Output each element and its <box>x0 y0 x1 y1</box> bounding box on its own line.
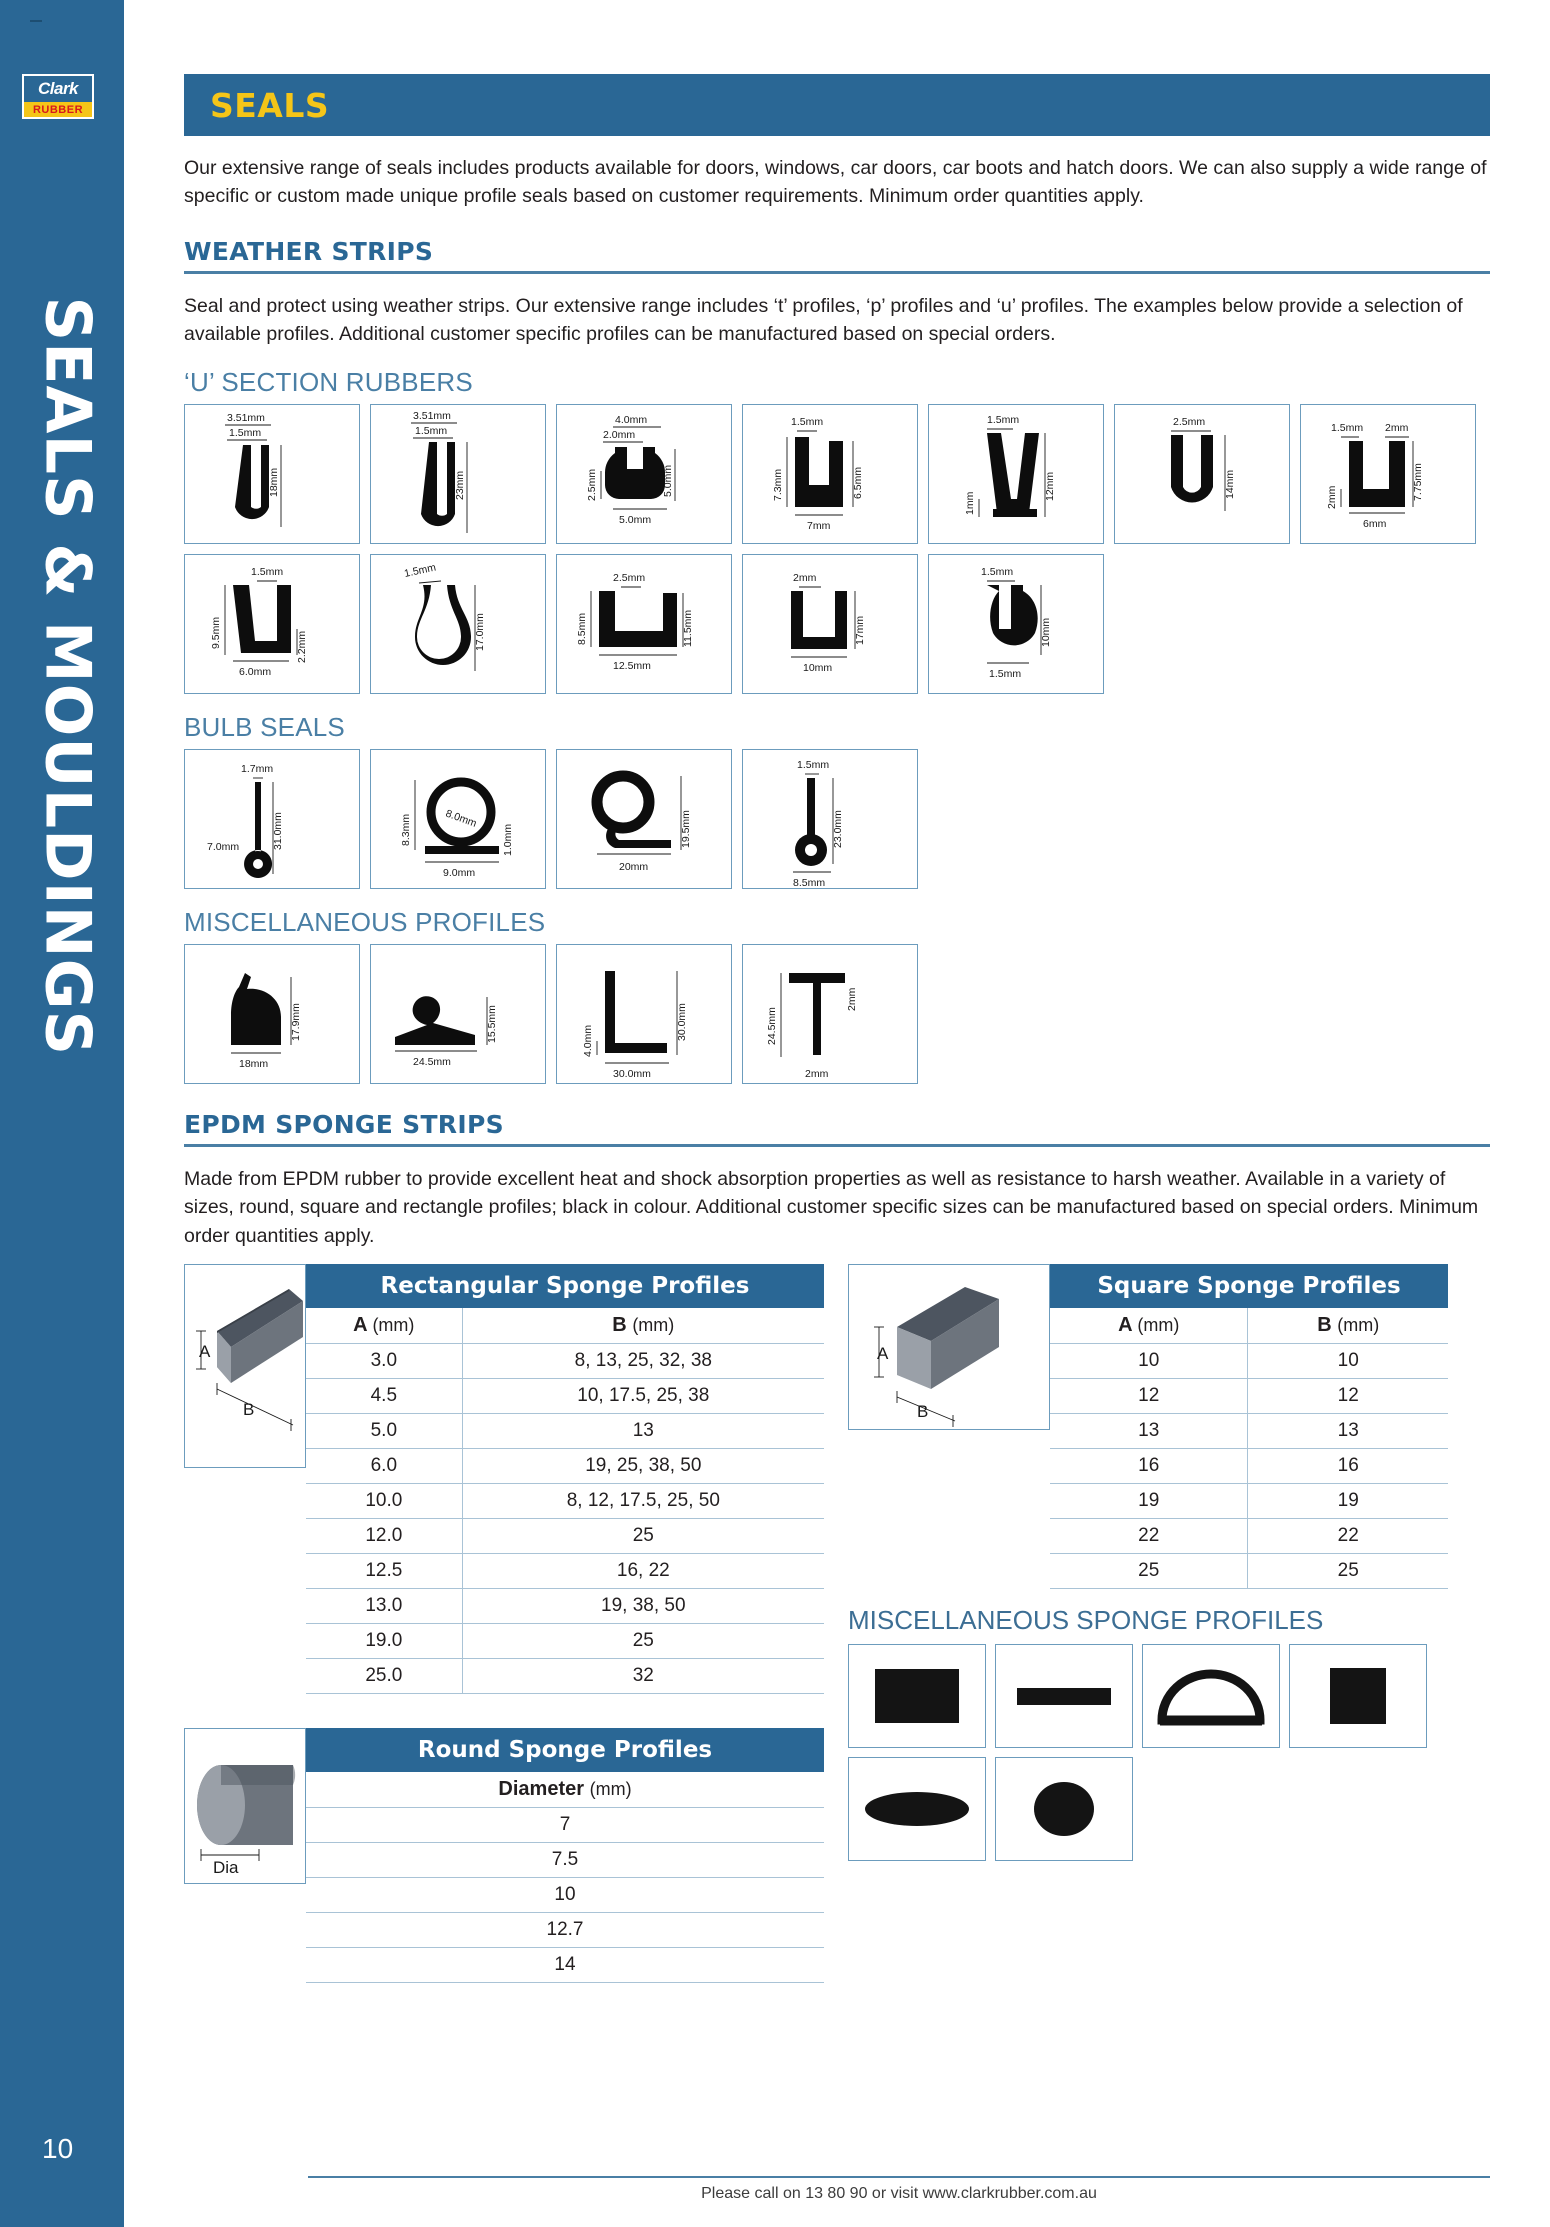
dim-label: 8.5mm <box>576 612 588 645</box>
cell-b: 25 <box>462 1624 824 1659</box>
dim-label: 2.5mm <box>613 571 646 584</box>
sidebar-section-title: SEALS & MOULDINGS <box>31 296 105 1057</box>
dim-label: 2.5mm <box>586 468 598 501</box>
dim-label-a: A <box>877 1344 889 1364</box>
dim-label: 2mm <box>805 1067 829 1080</box>
profile-box <box>184 554 360 694</box>
dim-label: 4.0mm <box>582 1024 594 1057</box>
dim-label: 2mm <box>846 987 858 1011</box>
cell-b: 19, 25, 38, 50 <box>462 1449 824 1484</box>
dim-label: 2.0mm <box>603 428 636 441</box>
dim-label: 10mm <box>803 661 833 674</box>
dim-label: 2mm <box>1385 421 1409 434</box>
misc-sponge-box <box>848 1644 986 1748</box>
left-sidebar <box>0 0 124 2227</box>
cell-b: 13 <box>1248 1414 1448 1449</box>
dim-label: 2mm <box>1326 485 1338 509</box>
dim-label: 5.0mm <box>619 513 652 526</box>
dim-label: 1.5mm <box>251 565 284 578</box>
epdm-heading: EPDM SPONGE STRIPS <box>184 1109 504 1139</box>
dim-label: 1mm <box>964 491 976 515</box>
misc-profiles-grid <box>184 944 1490 1084</box>
dim-label: 30.0mm <box>613 1067 651 1080</box>
misc-sponge-grid <box>848 1644 1448 1861</box>
dim-label: 6mm <box>1363 517 1387 530</box>
table-row <box>306 1589 824 1624</box>
seals-banner <box>184 74 1490 136</box>
profile-box <box>184 749 360 889</box>
cell-b: 8, 12, 17.5, 25, 50 <box>462 1484 824 1519</box>
cell-b: 16, 22 <box>462 1554 824 1589</box>
cell-a: 3.0 <box>306 1344 462 1379</box>
dim-label: 12mm <box>1044 471 1056 501</box>
dim-label: 7.3mm <box>772 468 784 501</box>
table-row <box>1050 1519 1448 1554</box>
misc-sponge-box <box>995 1644 1133 1748</box>
square-sponge-table <box>1050 1264 1448 1589</box>
cell-b: 19, 38, 50 <box>462 1589 824 1624</box>
logo-wordmark-bottom: RUBBER <box>24 102 92 117</box>
rectangular-sponge-section <box>184 1264 824 1694</box>
table-row <box>1050 1344 1448 1379</box>
u-section-heading: ‘U’ SECTION RUBBERS <box>184 366 473 397</box>
profile-box <box>742 404 918 544</box>
table-row <box>306 1449 824 1484</box>
profile-box <box>1114 404 1290 544</box>
dim-label: 8.0mm <box>443 807 479 830</box>
dim-label: 7.75mm <box>1412 462 1424 501</box>
weather-strips-paragraph: Seal and protect using weather strips. Our extensive range includes ‘t’ profiles, ‘p’ profiles and ‘u’ profiles. The examples below provide a selection of available profiles. Additional customer specific profiles can be manufactured based on special orders. <box>184 294 1463 346</box>
table-row <box>306 1519 824 1554</box>
cell-a: 12.5 <box>306 1554 462 1589</box>
dim-label: 17mm <box>854 615 866 645</box>
flat-ellipse-shape <box>865 1792 969 1826</box>
cell-a: 25 <box>1050 1554 1248 1589</box>
cell-a: 25.0 <box>306 1659 462 1694</box>
dim-label-b: B <box>243 1400 255 1420</box>
dim-label: 1.0mm <box>502 823 514 856</box>
profile-box <box>370 554 546 694</box>
dim-label: 1.5mm <box>791 415 824 428</box>
dim-label: 2mm <box>793 571 817 584</box>
dim-label: 15.5mm <box>486 1004 498 1043</box>
dim-label: 18mm <box>239 1057 269 1070</box>
dim-label: 1.5mm <box>415 424 448 437</box>
cell-a: 16 <box>1050 1449 1248 1484</box>
weather-strips-heading: WEATHER STRIPS <box>184 236 434 266</box>
profile-box <box>556 944 732 1084</box>
rectangle-filled-shape <box>875 1669 959 1723</box>
dim-label-a: A <box>199 1342 211 1362</box>
cell-diameter: 14 <box>306 1948 824 1983</box>
cell-a: 6.0 <box>306 1449 462 1484</box>
page-content <box>124 0 1550 2227</box>
dim-label: 17.0mm <box>474 612 486 651</box>
dim-label: 23.0mm <box>832 809 844 848</box>
dim-label: 11.5mm <box>682 609 694 647</box>
profile-box <box>1300 404 1476 544</box>
table-row <box>306 1484 824 1519</box>
square-profile-illustration <box>848 1264 1050 1430</box>
profile-box <box>556 749 732 889</box>
cell-a: 10.0 <box>306 1484 462 1519</box>
footer-contact: Please call on 13 80 90 or visit www.clarkrubber.com.au <box>308 2176 1490 2203</box>
dim-label: 12.5mm <box>613 659 651 672</box>
column-header-a: A (mm) <box>1050 1308 1248 1344</box>
cell-a: 5.0 <box>306 1414 462 1449</box>
profile-box <box>370 944 546 1084</box>
cell-a: 19 <box>1050 1484 1248 1519</box>
table-row <box>1050 1379 1448 1414</box>
dim-label: 7.0mm <box>207 840 240 853</box>
dim-label: 1.5mm <box>1331 421 1364 434</box>
dim-label: 2.5mm <box>1173 415 1206 428</box>
dim-label: 1.5mm <box>989 667 1022 680</box>
dim-label: 18mm <box>268 467 280 497</box>
dim-label: 17.9mm <box>290 1002 302 1041</box>
misc-sponge-heading: MISCELLANEOUS SPONGE PROFILES <box>848 1605 1324 1636</box>
cell-b: 16 <box>1248 1449 1448 1484</box>
table-title: Square Sponge Profiles <box>1050 1264 1448 1308</box>
table-row <box>306 1344 824 1379</box>
column-header-a: A (mm) <box>306 1308 462 1344</box>
u-section-profile-grid <box>184 404 1490 694</box>
dim-label: 19.5mm <box>680 809 692 848</box>
dim-label: 30.0mm <box>676 1002 688 1041</box>
dim-label: 24.5mm <box>413 1055 451 1068</box>
dim-label: 4.0mm <box>615 413 648 426</box>
round-sponge-table <box>306 1728 824 1983</box>
profile-box <box>742 944 918 1084</box>
table-row <box>1050 1449 1448 1484</box>
dim-label-b: B <box>917 1402 929 1422</box>
misc-profiles-heading: MISCELLANEOUS PROFILES <box>184 906 546 937</box>
table-row <box>1050 1484 1448 1519</box>
dim-label: 7mm <box>807 519 831 532</box>
profile-box <box>370 749 546 889</box>
table-title: Round Sponge Profiles <box>306 1728 824 1772</box>
cell-a: 4.5 <box>306 1379 462 1414</box>
dim-label: 5.0mm <box>662 464 674 497</box>
cell-a: 12.0 <box>306 1519 462 1554</box>
dim-label: 3.51mm <box>413 409 451 422</box>
profile-box <box>556 404 732 544</box>
profile-box <box>184 944 360 1084</box>
cell-b: 25 <box>462 1519 824 1554</box>
weather-strips-rule <box>184 271 1490 274</box>
misc-sponge-box <box>1142 1644 1280 1748</box>
sidebar-tick-mark <box>30 20 42 22</box>
profile-box <box>556 554 732 694</box>
table-row <box>306 1948 824 1983</box>
ellipse-shape <box>1034 1782 1094 1836</box>
dim-label: 9.5mm <box>210 616 222 649</box>
dim-label: 14mm <box>1224 469 1236 499</box>
cell-b: 32 <box>462 1659 824 1694</box>
dim-label: 2.2mm <box>296 630 308 663</box>
cell-b: 22 <box>1248 1519 1448 1554</box>
dim-label: 8.5mm <box>793 876 826 889</box>
bulb-seals-profile-grid <box>184 749 1490 889</box>
cell-b: 10 <box>1248 1344 1448 1379</box>
cell-b: 12 <box>1248 1379 1448 1414</box>
cell-a: 12 <box>1050 1379 1248 1414</box>
cell-diameter: 10 <box>306 1878 824 1913</box>
dim-label: 20mm <box>619 860 649 873</box>
dim-label: 1.7mm <box>241 762 274 775</box>
intro-paragraph: Our extensive range of seals includes products available for doors, windows, car doors, car boots and hatch doors. We can also supply a wide range of specific or custom made unique profile seals based on customer requirements. Minimum order quantities apply. <box>184 157 1487 208</box>
profile-box <box>928 554 1104 694</box>
square-filled-shape <box>1330 1668 1386 1724</box>
page-title: SEALS <box>210 85 330 125</box>
dim-label: 10mm <box>1040 617 1052 647</box>
dim-label-dia: Dia <box>213 1858 239 1878</box>
dim-label: 9.0mm <box>443 866 476 879</box>
column-header-b: B (mm) <box>462 1308 824 1344</box>
misc-sponge-box <box>1289 1644 1427 1748</box>
clark-rubber-logo <box>22 74 94 119</box>
dim-label: 24.5mm <box>766 1006 778 1045</box>
profile-box <box>742 554 918 694</box>
bulb-seals-heading: BULB SEALS <box>184 711 345 742</box>
misc-sponge-box <box>995 1757 1133 1861</box>
table-row <box>306 1913 824 1948</box>
sponge-tables-area <box>184 1264 1490 1983</box>
column-header-diameter: Diameter (mm) <box>306 1772 824 1808</box>
cell-a: 22 <box>1050 1519 1248 1554</box>
dim-label: 1.5mm <box>229 426 262 439</box>
dim-label: 8.3mm <box>400 813 412 846</box>
profile-box <box>742 749 918 889</box>
dim-label: 31.0mm <box>272 811 284 850</box>
dim-label: 1.5mm <box>403 561 438 580</box>
round-profile-illustration <box>184 1728 306 1884</box>
table-row <box>306 1414 824 1449</box>
table-row <box>306 1808 824 1843</box>
cell-b: 13 <box>462 1414 824 1449</box>
cell-diameter: 12.7 <box>306 1913 824 1948</box>
table-row <box>1050 1554 1448 1589</box>
dim-label: 6.5mm <box>852 466 864 499</box>
table-row <box>306 1843 824 1878</box>
profile-box <box>370 404 546 544</box>
column-header-b: B (mm) <box>1248 1308 1448 1344</box>
misc-sponge-box <box>848 1757 986 1861</box>
dim-label: 1.5mm <box>797 758 830 771</box>
cell-a: 10 <box>1050 1344 1248 1379</box>
dim-label: 6.0mm <box>239 665 272 678</box>
cell-a: 13 <box>1050 1414 1248 1449</box>
rectangular-sponge-table <box>306 1264 824 1694</box>
rectangular-profile-illustration <box>184 1264 306 1468</box>
cell-a: 19.0 <box>306 1624 462 1659</box>
round-sponge-section <box>184 1728 824 1983</box>
cell-b: 19 <box>1248 1484 1448 1519</box>
cell-b: 8, 13, 25, 32, 38 <box>462 1344 824 1379</box>
cell-b: 25 <box>1248 1554 1448 1589</box>
dim-label: 3.51mm <box>227 411 265 424</box>
table-row <box>306 1554 824 1589</box>
table-row <box>306 1379 824 1414</box>
cell-b: 10, 17.5, 25, 38 <box>462 1379 824 1414</box>
table-row <box>306 1659 824 1694</box>
table-title: Rectangular Sponge Profiles <box>306 1264 824 1308</box>
table-row <box>306 1878 824 1913</box>
thin-bar-shape <box>1017 1688 1111 1705</box>
epdm-rule <box>184 1144 1490 1147</box>
dim-label: 1.5mm <box>981 565 1014 578</box>
profile-box <box>928 404 1104 544</box>
profile-box <box>184 404 360 544</box>
half-round-shape <box>1156 1666 1266 1726</box>
epdm-paragraph: Made from EPDM rubber to provide excellent heat and shock absorption properties as well as resistance to harsh weather. Available in a variety of sizes, round, square and rectangle profiles; black in colour. Additional customer specific sizes can be manufactured based on special orders. Minimum order quantities apply. <box>184 1167 1479 1247</box>
dim-label: 1.5mm <box>987 413 1020 426</box>
square-sponge-section <box>848 1264 1448 1589</box>
dim-label: 23mm <box>454 470 466 500</box>
cell-a: 13.0 <box>306 1589 462 1624</box>
table-row <box>1050 1414 1448 1449</box>
cell-diameter: 7 <box>306 1808 824 1843</box>
table-row <box>306 1624 824 1659</box>
page-number: 10 <box>42 2133 74 2164</box>
cell-diameter: 7.5 <box>306 1843 824 1878</box>
logo-wordmark-top: Clark <box>24 76 92 102</box>
